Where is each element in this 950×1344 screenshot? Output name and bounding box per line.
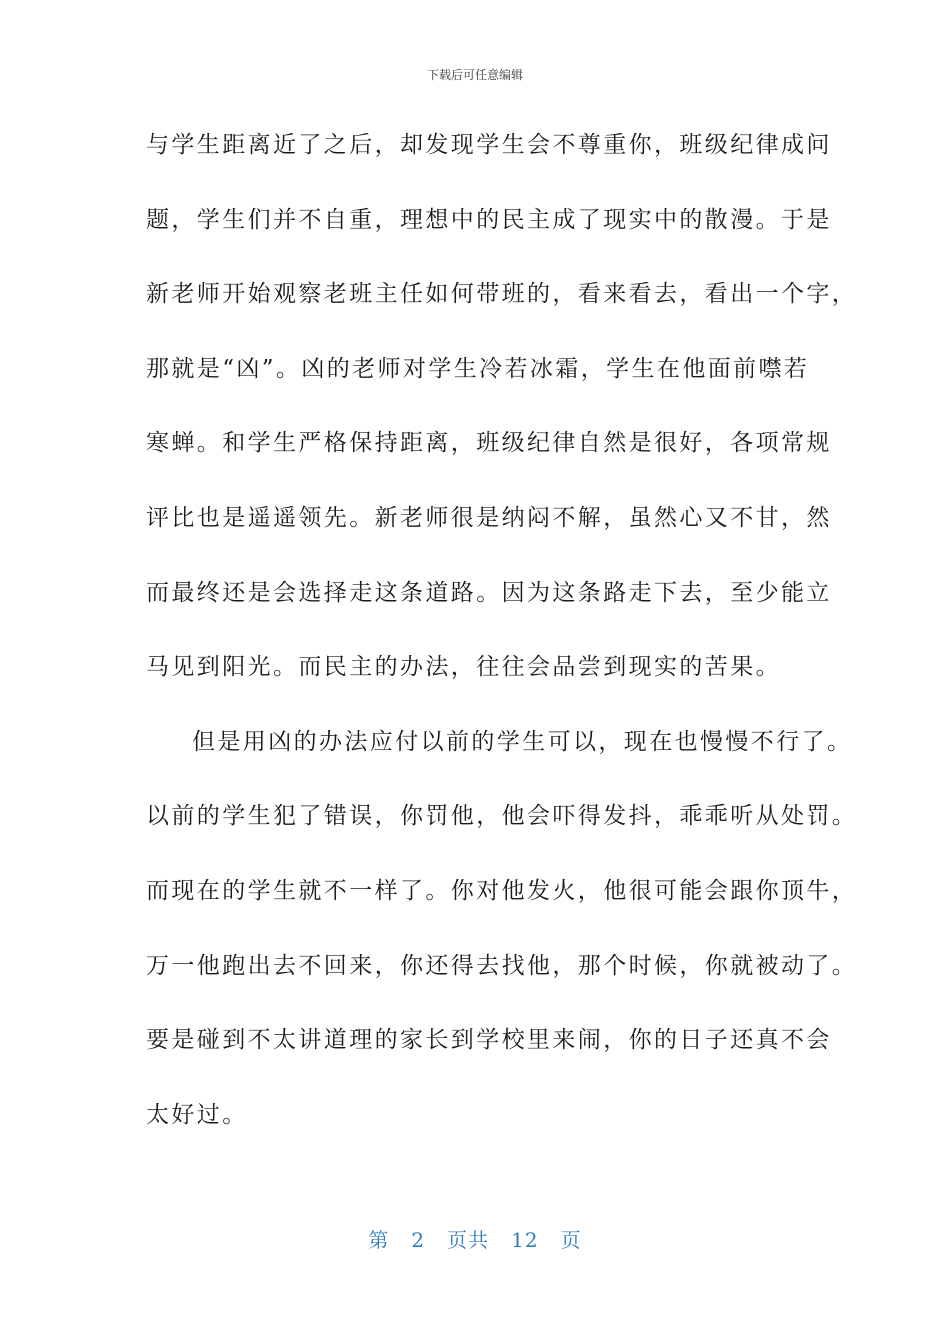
text-line: 那就是“凶”。凶的老师对学生冷若冰霜，学生在他面前噤若 xyxy=(146,355,810,382)
text-line: 而现在的学生就不一样了。你对他发火，他很可能会跟你顶牛， xyxy=(146,877,858,904)
page-footer xyxy=(0,1224,950,1253)
text-line: 太好过。 xyxy=(146,1101,248,1128)
page-label-prefix: 第 xyxy=(368,1228,390,1252)
text-line: 新老师开始观察老班主任如何带班的，看来看去，看出一个字， xyxy=(146,281,858,308)
text-line: 以前的学生犯了错误，你罚他，他会吓得发抖，乖乖听从处罚。 xyxy=(146,803,858,830)
page-label-mid: 页共 xyxy=(447,1228,490,1252)
text-line: 马见到阳光。而民主的办法，往往会品尝到现实的苦果。 xyxy=(146,654,781,681)
text-line: 要是碰到不太讲道理的家长到学校里来闹，你的日子还真不会 xyxy=(146,1027,832,1054)
document-body xyxy=(146,120,858,1164)
text-line: 而最终还是会选择走这条道路。因为这条路走下去，至少能立 xyxy=(146,579,832,606)
paragraph-start-line: 但是用凶的办法应付以前的学生可以，现在也慢慢不行了。 xyxy=(192,728,853,755)
text-line: 万一他跑出去不回来，你还得去找他，那个时候，你就被动了。 xyxy=(146,952,858,979)
text-line: 评比也是遥遥领先。新老师很是纳闷不解，虽然心又不甘，然 xyxy=(146,504,832,531)
text-line: 题，学生们并不自重，理想中的民主成了现实中的散漫。于是 xyxy=(146,206,832,233)
header-note: 下载后可任意编辑 xyxy=(426,68,523,82)
page-label-suffix: 页 xyxy=(560,1228,582,1252)
total-pages-number: 12 xyxy=(511,1228,539,1252)
text-line: 与学生距离近了之后，却发现学生会不尊重你，班级纪律成问 xyxy=(146,132,832,158)
text-line: 寒蝉。和学生严格保持距离，班级纪律自然是很好，各项常规 xyxy=(146,430,832,457)
current-page-number: 2 xyxy=(411,1228,426,1252)
